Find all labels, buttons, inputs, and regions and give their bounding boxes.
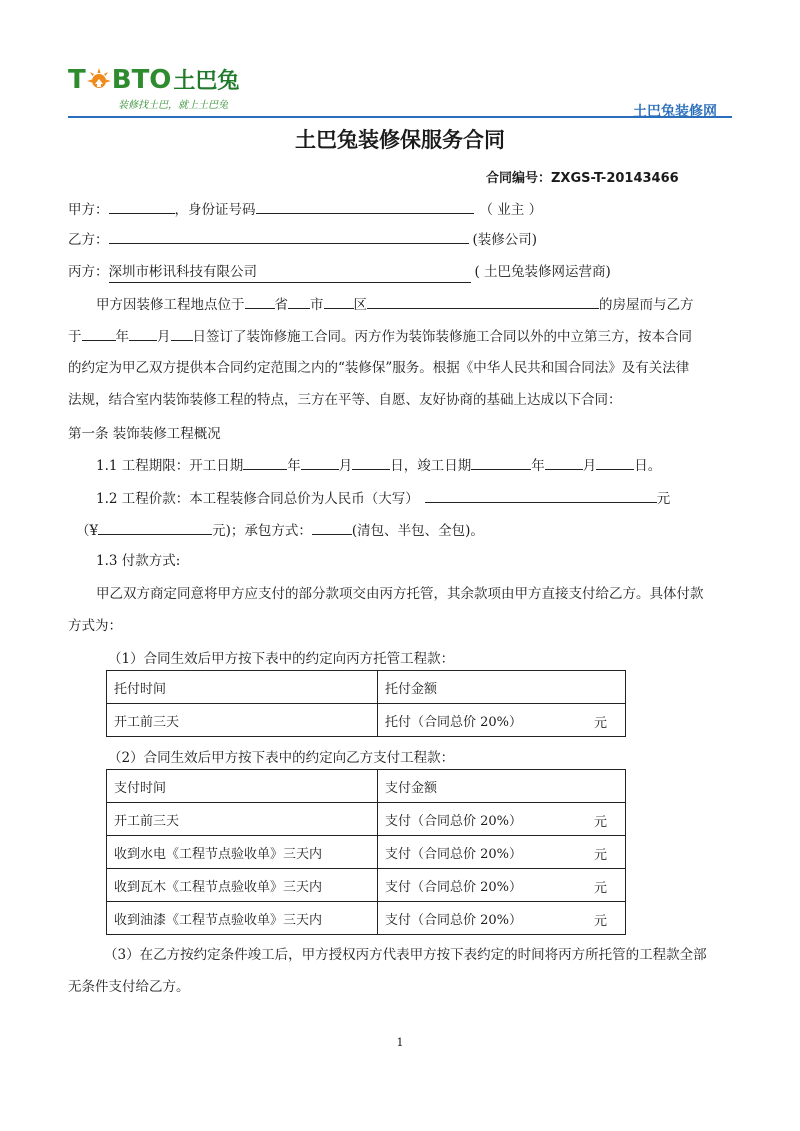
amount-text: 支付（合同总价 20%） bbox=[385, 846, 523, 862]
intro-date-prefix: 于 bbox=[68, 329, 82, 345]
amount-cell bbox=[378, 902, 626, 935]
amount-unit: 元 bbox=[593, 881, 607, 896]
logo-wordmark: T BTO土巴兔 bbox=[68, 64, 240, 95]
contract-mode-blank[interactable] bbox=[312, 520, 352, 535]
party-a-role: （ 业主 ） bbox=[479, 202, 543, 218]
intro-line-4: 法规，结合室内装饰装修工程的特点，三方在平等、自愿、友好协商的基础上达成以下合同： bbox=[68, 392, 622, 408]
party-a-label: 甲方： bbox=[68, 202, 109, 218]
contract-mode-label: 元)；承包方式： bbox=[212, 523, 312, 539]
time-cell: 收到瓦木《工程节点验收单》三天内 bbox=[107, 869, 378, 902]
intro-line-1 bbox=[96, 294, 694, 315]
price-words-unit: 元 bbox=[656, 491, 671, 507]
amount-cell bbox=[378, 836, 626, 869]
site-name: 土巴兔装修网 bbox=[633, 104, 717, 120]
district-unit: 区 bbox=[353, 297, 367, 313]
address-blank[interactable] bbox=[367, 294, 599, 309]
end-month-blank[interactable] bbox=[545, 455, 583, 470]
party-b-name-blank[interactable] bbox=[109, 229, 469, 244]
page-number: 1 bbox=[396, 1036, 404, 1049]
clause-1-2 bbox=[96, 488, 670, 509]
price-yen-prefix: （¥ bbox=[76, 523, 99, 539]
clause-3-line-2: 无条件支付给乙方。 bbox=[68, 979, 190, 995]
clause-1-2-amount bbox=[76, 520, 484, 541]
amount-text: 支付（合同总价 20%） bbox=[385, 912, 523, 928]
table-1-caption: （1）合同生效后甲方按下表中的约定向丙方托管工程款： bbox=[108, 651, 455, 667]
sign-day-blank[interactable] bbox=[171, 326, 193, 341]
brand-logo bbox=[68, 62, 239, 96]
party-a-id-blank[interactable] bbox=[256, 199, 474, 214]
province-unit: 省 bbox=[274, 297, 288, 313]
party-c-label: 丙方： bbox=[68, 264, 109, 280]
logo-cn-text: 土巴兔 bbox=[173, 68, 240, 94]
amount-text: 支付（合同总价 20%） bbox=[385, 813, 523, 829]
price-number-blank[interactable] bbox=[98, 520, 212, 535]
amount-unit: 元 bbox=[593, 815, 607, 830]
payment-line-2: 方式为： bbox=[68, 618, 122, 634]
sign-month-blank[interactable] bbox=[129, 326, 157, 341]
clause-1-3: 1.3 付款方式: bbox=[96, 553, 181, 569]
party-a-id-label: ，身份证号码 bbox=[174, 202, 256, 218]
end-month-unit: 月 bbox=[582, 458, 597, 474]
time-cell: 开工前三天 bbox=[107, 803, 378, 836]
start-day-blank[interactable] bbox=[352, 455, 390, 470]
sun-house-icon bbox=[87, 68, 111, 92]
table-header-cell: 支付时间 bbox=[107, 770, 378, 803]
intro-location-label: 甲方因装修工程地点位于 bbox=[96, 297, 245, 313]
sign-year-blank[interactable] bbox=[82, 326, 116, 341]
party-a-line bbox=[68, 199, 542, 220]
amount-unit: 元 bbox=[593, 914, 607, 929]
end-day-blank[interactable] bbox=[596, 455, 634, 470]
clause-1-1-label: 1.1 工程期限：开工日期 bbox=[96, 458, 244, 474]
party-b-role: (装修公司) bbox=[472, 232, 538, 248]
payment-line-1: 甲乙双方商定同意将甲方应支付的部分款项交由丙方托管，其余款项由甲方直接支付给乙方。具体付款 bbox=[96, 586, 704, 602]
table-header-row bbox=[107, 671, 626, 704]
amount-text: 托付（合同总价 20%） bbox=[385, 714, 523, 730]
payment-table bbox=[106, 769, 626, 935]
party-c-name: 深圳市彬讯科技有限公司 bbox=[109, 262, 471, 283]
brand-slogan: 装修找土巴，就上土巴兔 bbox=[118, 100, 228, 111]
party-a-name-blank[interactable] bbox=[109, 199, 175, 214]
amount-text: 支付（合同总价 20%） bbox=[385, 879, 523, 895]
start-month-unit: 月 bbox=[338, 458, 353, 474]
start-month-blank[interactable] bbox=[301, 455, 339, 470]
start-year-unit: 年 bbox=[287, 458, 301, 474]
price-words-blank[interactable] bbox=[425, 488, 657, 503]
city-blank[interactable] bbox=[288, 294, 310, 309]
clause-3-line-1: （3）在乙方按约定条件竣工后，甲方授权丙方代表甲方按下表约定的时间将丙方所托管的工程款全部 bbox=[104, 947, 707, 963]
intro-line-2-text: 日签订了装饰修施工合同。丙方作为装饰装修施工合同以外的中立第三方，按本合同 bbox=[192, 329, 692, 345]
table-row bbox=[107, 869, 626, 902]
table-header-row bbox=[107, 770, 626, 803]
intro-line-3: 的约定为甲乙双方提供本合同约定范围之内的“装修保”服务。根据《中华人民共和国合同法》及有关法律 bbox=[68, 360, 690, 376]
document-title: 土巴兔装修保服务合同 bbox=[295, 128, 505, 152]
table-row bbox=[107, 836, 626, 869]
sign-year-unit: 年 bbox=[115, 329, 129, 345]
time-cell: 开工前三天 bbox=[107, 704, 378, 737]
end-day-unit: 日。 bbox=[634, 458, 662, 474]
article-1-heading: 第一条 装饰装修工程概况 bbox=[68, 426, 221, 442]
intro-line-2 bbox=[68, 326, 692, 347]
table-row bbox=[107, 704, 626, 737]
table-row bbox=[107, 902, 626, 935]
amount-cell bbox=[378, 704, 626, 737]
clause-1-1 bbox=[96, 455, 661, 476]
table-2-caption: （2）合同生效后甲方按下表中的约定向乙方支付工程款： bbox=[108, 750, 455, 766]
party-b-label: 乙方： bbox=[68, 232, 109, 248]
header-divider bbox=[68, 116, 732, 118]
amount-cell bbox=[378, 803, 626, 836]
time-cell: 收到油漆《工程节点验收单》三天内 bbox=[107, 902, 378, 935]
amount-cell bbox=[378, 869, 626, 902]
end-year-blank[interactable] bbox=[471, 455, 531, 470]
table-header-cell: 支付金额 bbox=[378, 770, 626, 803]
party-c-line bbox=[68, 262, 611, 283]
contract-mode-options: (清包、半包、全包)。 bbox=[351, 523, 484, 539]
sign-month-unit: 月 bbox=[157, 329, 171, 345]
amount-unit: 元 bbox=[593, 848, 607, 863]
escrow-table bbox=[106, 670, 626, 737]
district-blank[interactable] bbox=[324, 294, 354, 309]
start-year-blank[interactable] bbox=[243, 455, 287, 470]
province-blank[interactable] bbox=[245, 294, 275, 309]
clause-1-2-label: 1.2 工程价款：本工程装修合同总价为人民币（大写） bbox=[96, 491, 419, 507]
table-row bbox=[107, 803, 626, 836]
time-cell: 收到水电《工程节点验收单》三天内 bbox=[107, 836, 378, 869]
end-year-unit: 年 bbox=[531, 458, 545, 474]
contract-number: 合同编号：ZXGS-T-20143466 bbox=[486, 171, 679, 186]
party-c-role: ( 土巴兔装修网运营商) bbox=[474, 264, 611, 280]
table-header-cell: 托付金额 bbox=[378, 671, 626, 704]
end-date-label: 日，竣工日期 bbox=[390, 458, 472, 474]
city-unit: 市 bbox=[310, 297, 324, 313]
amount-unit: 元 bbox=[593, 716, 607, 731]
table-header-cell: 托付时间 bbox=[107, 671, 378, 704]
party-b-line bbox=[68, 229, 537, 250]
intro-line-1-end: 的房屋而与乙方 bbox=[599, 297, 694, 313]
